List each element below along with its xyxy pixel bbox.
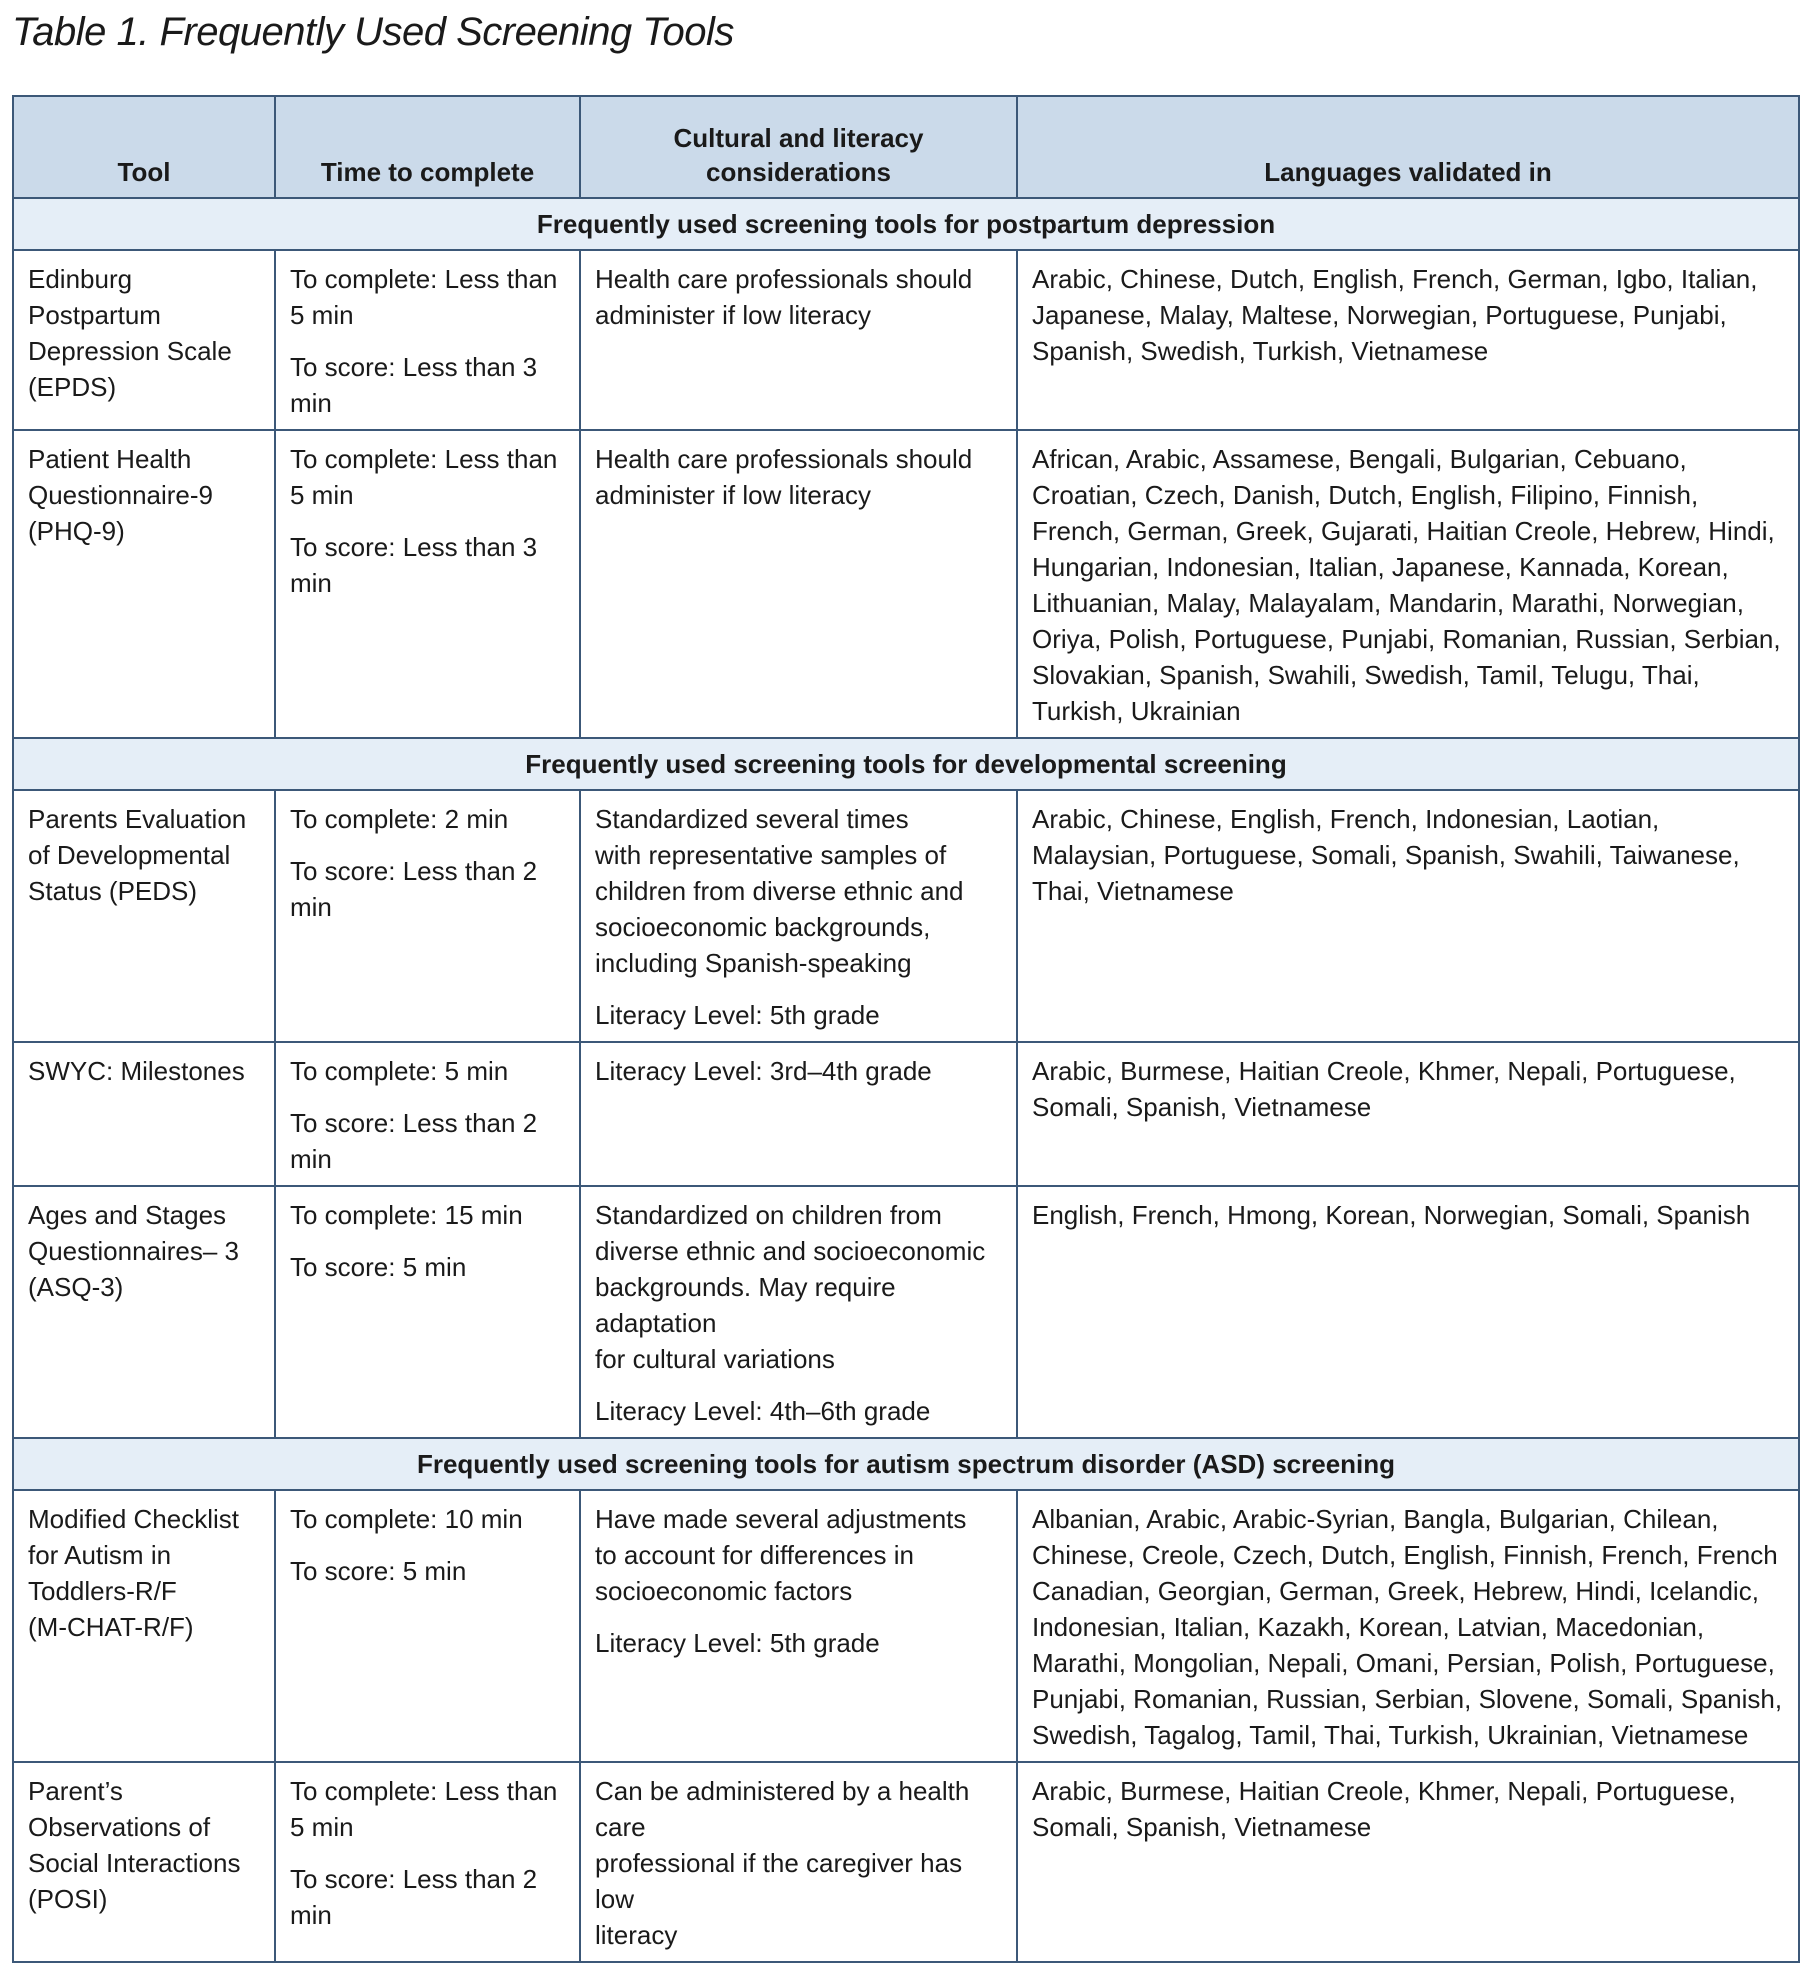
section-heading: Frequently used screening tools for developmental screening bbox=[13, 738, 1799, 790]
tool-name: Depression Scale bbox=[28, 336, 232, 366]
tool-name: Questionnaire-9 bbox=[28, 480, 213, 510]
cultural-consideration: administer if low literacy bbox=[595, 300, 871, 330]
tool-name: (ASQ-3) bbox=[28, 1272, 124, 1302]
cultural-consideration: professional if the caregiver has low bbox=[595, 1848, 963, 1914]
cultural-consideration: diverse ethnic and socioeconomic bbox=[595, 1236, 986, 1266]
section-heading: Frequently used screening tools for postpartum depression bbox=[13, 198, 1799, 250]
languages-cell: Arabic, Burmese, Haitian Creole, Khmer, Nepali, Portuguese, Somali, Spanish, Vietnamese bbox=[1017, 1042, 1799, 1186]
header-tool: Tool bbox=[13, 96, 275, 198]
tool-cell bbox=[13, 1042, 275, 1186]
time-to-complete: To complete: 5 min bbox=[290, 1056, 509, 1086]
time-to-score: To score: Less than 2 min bbox=[290, 856, 538, 922]
table-header bbox=[13, 96, 1799, 198]
cultural-consideration: to account for differences in bbox=[595, 1540, 914, 1570]
cultural-cell bbox=[580, 790, 1017, 1042]
cultural-consideration: backgrounds. May require adaptation bbox=[595, 1272, 896, 1338]
time-cell bbox=[275, 1490, 580, 1762]
literacy-level: Literacy Level: 5th grade bbox=[595, 1000, 880, 1030]
tool-name: Parents Evaluation bbox=[28, 804, 247, 834]
cultural-consideration: with representative samples of bbox=[595, 840, 947, 870]
cultural-cell bbox=[580, 430, 1017, 738]
cultural-cell bbox=[580, 250, 1017, 430]
cultural-consideration: Can be administered by a health care bbox=[595, 1776, 970, 1842]
tool-name: Edinburg Postpartum bbox=[28, 264, 161, 330]
languages-cell: Arabic, Chinese, Dutch, English, French, German, Igbo, Italian, Japanese, Malay, Maltese, Norwegian, Portuguese, Punjabi, Spanish, Swedish, Turkish, Vietnamese bbox=[1017, 250, 1799, 430]
cultural-cell bbox=[580, 1762, 1017, 1962]
section-row bbox=[13, 738, 1799, 790]
cultural-consideration: socioeconomic factors bbox=[595, 1576, 853, 1606]
languages-cell: African, Arabic, Assamese, Bengali, Bulgarian, Cebuano, Croatian, Czech, Danish, Dutch, English, Filipino, Finnish, French, German, Greek, Gujarati, Haitian Creole, Hebrew, Hindi, Hungarian, Indonesian, Italian, Japanese, Kannada, Korean, Lithuanian, Malay, Malayalam, Mandarin, Marathi, Norwegian, Oriya, Polish, Portuguese, Punjabi, Romanian, Russian, Serbian, Slovakian, Spanish, Swahili, Swedish, Tamil, Telugu, Thai, Turkish, Ukrainian bbox=[1017, 430, 1799, 738]
time-to-complete: To complete: Less than bbox=[290, 264, 558, 294]
header-row bbox=[13, 96, 1799, 198]
time-to-score: To score: Less than 2 min bbox=[290, 1864, 538, 1930]
time-to-score: To score: 5 min bbox=[290, 1556, 467, 1586]
tool-name: (EPDS) bbox=[28, 372, 117, 402]
time-cell bbox=[275, 1186, 580, 1438]
tool-name: Modified Checklist bbox=[28, 1504, 239, 1534]
time-to-complete: 5 min bbox=[290, 480, 354, 510]
tool-cell bbox=[13, 790, 275, 1042]
tool-name: for Autism in bbox=[28, 1540, 172, 1570]
tool-name: Questionnaires– 3 bbox=[28, 1236, 240, 1266]
cultural-consideration: for cultural variations bbox=[595, 1344, 835, 1374]
table-row bbox=[13, 1762, 1799, 1962]
cultural-consideration: Literacy Level: 3rd–4th grade bbox=[595, 1056, 932, 1086]
tool-name: SWYC: Milestones bbox=[28, 1056, 245, 1086]
cultural-consideration: Health care professionals should bbox=[595, 444, 973, 474]
table-row bbox=[13, 1186, 1799, 1438]
tool-name: (POSI) bbox=[28, 1884, 108, 1914]
time-cell bbox=[275, 790, 580, 1042]
cultural-consideration: Standardized several times bbox=[595, 804, 909, 834]
tool-name: Social Interactions bbox=[28, 1848, 241, 1878]
cultural-consideration: literacy bbox=[595, 1920, 678, 1950]
section-row bbox=[13, 198, 1799, 250]
cultural-consideration: Have made several adjustments bbox=[595, 1504, 967, 1534]
cultural-cell bbox=[580, 1490, 1017, 1762]
time-to-score: To score: Less than 3 min bbox=[290, 532, 538, 598]
time-to-complete: 5 min bbox=[290, 1812, 354, 1842]
page-title: Table 1. Frequently Used Screening Tools bbox=[12, 10, 734, 54]
tool-cell bbox=[13, 1490, 275, 1762]
tool-cell bbox=[13, 250, 275, 430]
languages-cell: Albanian, Arabic, Arabic-Syrian, Bangla, Bulgarian, Chilean, Chinese, Creole, Czech, Dutch, English, Finnish, French, French Canadian, Georgian, German, Greek, Hebrew, Hindi, Icelandic, Indonesian, Italian, Kazakh, Korean, Latvian, Macedonian, Marathi, Mongolian, Nepali, Omani, Persian, Polish, Portuguese, Punjabi, Romanian, Russian, Serbian, Slovene, Somali, Spanish, Swedish, Tagalog, Tamil, Thai, Turkish, Ukrainian, Vietnamese bbox=[1017, 1490, 1799, 1762]
table-body bbox=[13, 198, 1799, 1962]
table-row bbox=[13, 1042, 1799, 1186]
literacy-level: Literacy Level: 5th grade bbox=[595, 1628, 880, 1658]
table-row bbox=[13, 430, 1799, 738]
table-row bbox=[13, 1490, 1799, 1762]
header-time: Time to complete bbox=[275, 96, 580, 198]
screening-tools-table bbox=[12, 95, 1800, 1963]
cultural-cell bbox=[580, 1186, 1017, 1438]
cultural-consideration: Standardized on children from bbox=[595, 1200, 942, 1230]
time-cell bbox=[275, 1042, 580, 1186]
table-row bbox=[13, 790, 1799, 1042]
cultural-cell bbox=[580, 1042, 1017, 1186]
header-cultural: Cultural and literacy considerations bbox=[580, 96, 1017, 198]
cultural-consideration: including Spanish-speaking bbox=[595, 948, 912, 978]
languages-cell: Arabic, Chinese, English, French, Indonesian, Laotian, Malaysian, Portuguese, Somali, Spanish, Swahili, Taiwanese, Thai, Vietnamese bbox=[1017, 790, 1799, 1042]
section-heading: Frequently used screening tools for autism spectrum disorder (ASD) screening bbox=[13, 1438, 1799, 1490]
tool-name: of Developmental bbox=[28, 840, 231, 870]
literacy-level: Literacy Level: 4th–6th grade bbox=[595, 1396, 931, 1426]
section-row bbox=[13, 1438, 1799, 1490]
time-to-score: To score: 5 min bbox=[290, 1252, 467, 1282]
tool-cell bbox=[13, 430, 275, 738]
tool-name: (PHQ-9) bbox=[28, 516, 125, 546]
time-to-complete: To complete: 2 min bbox=[290, 804, 509, 834]
time-cell bbox=[275, 1762, 580, 1962]
tool-name: Patient Health bbox=[28, 444, 192, 474]
tool-name: Toddlers-R/F bbox=[28, 1576, 177, 1606]
time-to-complete: To complete: Less than bbox=[290, 1776, 558, 1806]
tool-name: (M-CHAT-R/F) bbox=[28, 1612, 194, 1642]
cultural-consideration: socioeconomic backgrounds, bbox=[595, 912, 931, 942]
tool-name: Status (PEDS) bbox=[28, 876, 198, 906]
tool-cell bbox=[13, 1186, 275, 1438]
cultural-consideration: administer if low literacy bbox=[595, 480, 871, 510]
time-to-score: To score: Less than 3 min bbox=[290, 352, 538, 418]
time-to-score: To score: Less than 2 min bbox=[290, 1108, 538, 1174]
cultural-consideration: Health care professionals should bbox=[595, 264, 973, 294]
time-cell bbox=[275, 430, 580, 738]
header-languages: Languages validated in bbox=[1017, 96, 1799, 198]
time-to-complete: To complete: 15 min bbox=[290, 1200, 523, 1230]
tool-name: Parent’s bbox=[28, 1776, 123, 1806]
languages-cell: Arabic, Burmese, Haitian Creole, Khmer, Nepali, Portuguese, Somali, Spanish, Vietnamese bbox=[1017, 1762, 1799, 1962]
tool-cell bbox=[13, 1762, 275, 1962]
time-to-complete: To complete: 10 min bbox=[290, 1504, 523, 1534]
tool-name: Ages and Stages bbox=[28, 1200, 227, 1230]
time-to-complete: 5 min bbox=[290, 300, 354, 330]
time-cell bbox=[275, 250, 580, 430]
table-row bbox=[13, 250, 1799, 430]
time-to-complete: To complete: Less than bbox=[290, 444, 558, 474]
cultural-consideration: children from diverse ethnic and bbox=[595, 876, 964, 906]
languages-cell: English, French, Hmong, Korean, Norwegian, Somali, Spanish bbox=[1017, 1186, 1799, 1438]
tool-name: Observations of bbox=[28, 1812, 211, 1842]
